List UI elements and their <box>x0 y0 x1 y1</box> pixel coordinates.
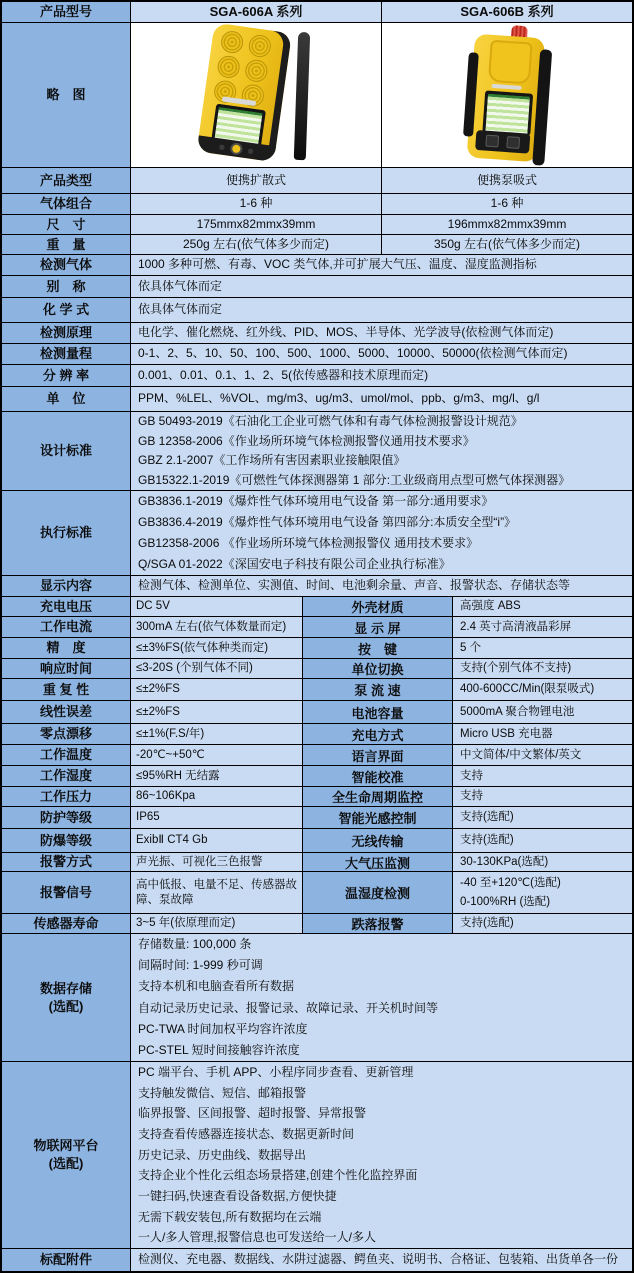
row-label: 泵 流 速 <box>303 679 453 700</box>
row-label: 充电方式 <box>303 724 453 744</box>
row-charge-voltage: 充电电压 DC 5V 外壳材质 高强度 ABS <box>2 597 632 617</box>
row-detection-principle: 检测原理 电化学、催化燃烧、红外线、PID、MOS、半导体、光学波导(依检测气体而定) <box>2 323 632 344</box>
row-label: 检测原理 <box>2 323 131 343</box>
row-exec-standard <box>2 491 632 576</box>
row-label: 数据存储 (选配) <box>2 934 131 1061</box>
antenna <box>294 32 310 160</box>
row-iot-platform <box>2 1062 632 1249</box>
row-chemical-formula: 化 学 式 依具体气体而定 <box>2 298 632 323</box>
row-working-humidity: 工作湿度 ≤95%RH 无结露 智能校准 支持 <box>2 766 632 787</box>
row-label: 化 学 式 <box>2 298 131 322</box>
row-unit: 单 位 PPM、%LEL、%VOL、mg/m3、ug/m3、umol/mol、ppb、g/m3、mg/l、g/l <box>2 387 632 412</box>
row-label: 略 图 <box>2 23 131 167</box>
row-label: 防爆等级 <box>2 829 131 852</box>
row-label: 执行标准 <box>2 491 131 575</box>
row-label: 响应时间 <box>2 659 131 678</box>
iot-platform-list: PC 端平台、手机 APP、小程序同步查看、更新管理 支持触发微信、短信、邮箱报警 临界报警、区间报警、超时报警、异常报警 支持查看传感器连接状态、数据更新时间 历史记录、历史曲线、数据导出 支持企业个性化云组态场景搭建,创建个性化监控界面 一键扫码,快速查看设备数据,方便快捷 无需下载安装包,所有数据均在云端 一人/多人管理,报警信息也可发送给一人/多人 <box>131 1062 632 1248</box>
model-b-header: SGA-606B 系列 <box>382 2 632 22</box>
row-design-standard <box>2 412 632 491</box>
row-protection-rating: 防护等级 IP65 智能光感控制 支持(选配) <box>2 807 632 829</box>
row-weight: 重 量 250g 左右(依气体多少而定) 350g 左右(依气体多少而定) <box>2 235 632 255</box>
row-response-time: 响应时间 ≤3-20S (个别气体不同) 单位切换 支持(个别气体不支持) <box>2 659 632 679</box>
row-label: 零点漂移 <box>2 724 131 744</box>
row-model-header <box>2 2 632 23</box>
row-label: 按 键 <box>303 638 453 658</box>
row-working-current: 工作电流 300mA 左右(依气体数量而定) 显 示 屏 2.4 英寸高清液晶彩屏 <box>2 617 632 638</box>
row-label: 智能校准 <box>303 766 453 786</box>
row-alias: 别 称 依具体气体而定 <box>2 276 632 298</box>
row-resolution: 分 辨 率 0.001、0.01、0.1、1、2、5(依传感器和技术原理而定) <box>2 365 632 387</box>
row-label: 充电电压 <box>2 597 131 616</box>
product-photo-sga-606b <box>382 23 632 167</box>
row-label: 物联网平台 (选配) <box>2 1062 131 1248</box>
row-label: 产品类型 <box>2 168 131 193</box>
row-label: 工作压力 <box>2 787 131 806</box>
row-label: 工作湿度 <box>2 766 131 786</box>
row-label: 显 示 屏 <box>303 617 453 637</box>
row-label: 防护等级 <box>2 807 131 828</box>
row-label: 外壳材质 <box>303 597 453 616</box>
model-a-header: SGA-606A 系列 <box>131 2 382 22</box>
row-label: 报警方式 <box>2 853 131 871</box>
row-label: 语言界面 <box>303 745 453 765</box>
row-label: 单位切换 <box>303 659 453 678</box>
row-alarm-signal: 报警信号 高中低报、电量不足、传感器故障、泵故障 温湿度检测 -40 至+120℃(选配) 0-100%RH (选配) <box>2 872 632 914</box>
pump-cover <box>488 40 533 85</box>
row-gas-combination: 气体组合 1-6 种 1-6 种 <box>2 194 632 215</box>
row-label: 单 位 <box>2 387 131 411</box>
row-label: 分 辨 率 <box>2 365 131 386</box>
row-label: 设计标准 <box>2 412 131 490</box>
row-label: 无线传输 <box>303 829 453 852</box>
row-alarm-mode: 报警方式 声光振、可视化三色报警 大气压监测 30-130KPa(选配) <box>2 853 632 872</box>
row-label: 显示内容 <box>2 576 131 596</box>
row-data-storage <box>2 934 632 1062</box>
row-label: 大气压监测 <box>303 853 453 871</box>
data-storage-list: 存储数量: 100,000 条 间隔时间: 1-999 秒可调 支持本机和电脑查看所有数据 自动记录历史记录、报警记录、故障记录、开关机时间等 PC-TWA 时间加权平均容许浓度 PC-STEL 短时间接触容许浓度 <box>131 934 632 1061</box>
row-label: 跌落报警 <box>303 914 453 933</box>
row-product-type: 产品类型 便携扩散式 便携泵吸式 <box>2 168 632 194</box>
row-label: 重 量 <box>2 235 131 254</box>
exec-standard-list: GB3836.1-2019《爆炸性气体环境用电气设备 第一部分:通用要求》 GB3836.4-2019《爆炸性气体环境用电气设备 第四部分:本质安全型“i”》 GB12358-2006 《作业场所环境气体检测报警仪 通用技术要求》 Q/SGA 01-2022《深国安电子科技有限公司企业执行标准》 <box>131 491 632 575</box>
row-label: 温湿度检测 <box>303 872 453 913</box>
row-dimensions: 尺 寸 175mmx82mmx39mm 196mmx82mmx39mm <box>2 215 632 235</box>
row-linearity-error: 线性误差 ≤±2%FS 电池容量 5000mA 聚合物锂电池 <box>2 701 632 724</box>
row-label: 工作温度 <box>2 745 131 765</box>
sensor-grilles <box>213 30 271 108</box>
row-label: 报警信号 <box>2 872 131 913</box>
row-label: 尺 寸 <box>2 215 131 234</box>
button-panel <box>475 130 530 154</box>
row-detect-gas: 检测气体 1000 多种可燃、有毒、VOC 类气体,并可扩展大气压、温度、湿度监测指标 <box>2 255 632 276</box>
row-label: 气体组合 <box>2 194 131 214</box>
row-label: 别 称 <box>2 276 131 297</box>
row-label: 检测量程 <box>2 344 131 364</box>
design-standard-list: GB 50493-2019《石油化工企业可燃气体和有毒气体检测报警设计规范》 GB 12358-2006《作业场所环境气体检测报警仪通用技术要求》 GBZ 2.1-2007《工作场所有害因素职业接触限值》 GB15322.1-2019《可燃性气体探测器第 1 部分:工业级商用点型可燃气体探测器》 <box>131 412 632 490</box>
row-zero-drift: 零点漂移 ≤±1%(F.S/年) 充电方式 Micro USB 充电器 <box>2 724 632 745</box>
row-label: 传感器寿命 <box>2 914 131 933</box>
row-label: 全生命周期监控 <box>303 787 453 806</box>
row-accessories: 标配附件 检测仪、充电器、数据线、水阱过滤器、鳄鱼夹、说明书、合格证、包装箱、出货单各一份 <box>2 1249 632 1271</box>
row-label: 线性误差 <box>2 701 131 723</box>
device-screen <box>482 90 533 135</box>
row-label: 产品型号 <box>2 2 131 22</box>
row-label: 精 度 <box>2 638 131 658</box>
row-label: 工作电流 <box>2 617 131 637</box>
diffusion-detector-image <box>162 23 350 167</box>
row-repeatability: 重 复 性 ≤±2%FS 泵 流 速 400-600CC/Min(限泵吸式) <box>2 679 632 701</box>
row-sensor-life: 传感器寿命 3~5 年(依原理而定) 跌落报警 支持(选配) <box>2 914 632 934</box>
row-label: 检测气体 <box>2 255 131 275</box>
row-sketch <box>2 23 632 168</box>
row-detection-range: 检测量程 0-1、2、5、10、50、100、500、1000、5000、10000、50000(依检测气体而定) <box>2 344 632 365</box>
row-working-temperature: 工作温度 -20℃~+50℃ 语言界面 中文简体/中文繁体/英文 <box>2 745 632 766</box>
row-label: 重 复 性 <box>2 679 131 700</box>
row-label: 智能光感控制 <box>303 807 453 828</box>
product-photo-sga-606a <box>131 23 382 167</box>
pump-detector-image <box>440 23 573 167</box>
row-label: 电池容量 <box>303 701 453 723</box>
row-display-content: 显示内容 检测气体、检测单位、实测值、时间、电池剩余量、声音、报警状态、存储状态等 <box>2 576 632 597</box>
row-working-pressure: 工作压力 86~106Kpa 全生命周期监控 支持 <box>2 787 632 807</box>
row-accuracy: 精 度 ≤±3%FS(依气体种类而定) 按 键 5 个 <box>2 638 632 659</box>
row-label: 标配附件 <box>2 1249 131 1271</box>
row-explosion-proof-rating: 防爆等级 ExibⅡ CT4 Gb 无线传输 支持(选配) <box>2 829 632 853</box>
